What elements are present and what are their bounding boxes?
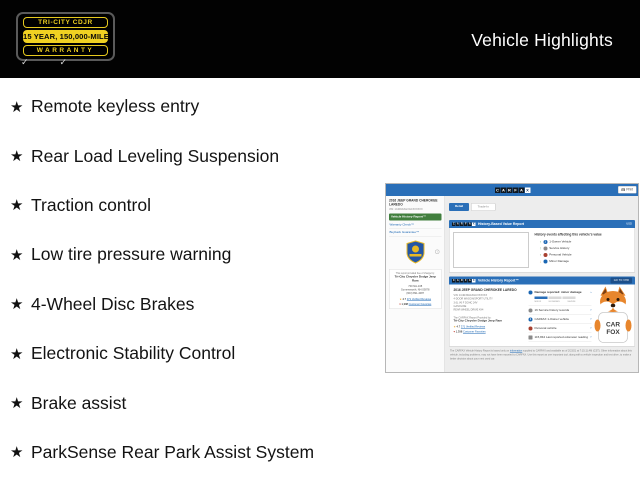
owner-icon: 1 [544, 240, 546, 244]
star-bullet-icon: ★ [10, 395, 24, 413]
vhr-title: Vehicle History Report™ [478, 278, 519, 283]
feature-label: Traction control [31, 194, 151, 215]
feature-list [10, 82, 314, 477]
list-item [10, 131, 314, 180]
hbv-card [449, 228, 635, 273]
chevron-right-icon: › [590, 335, 592, 339]
list-item [10, 82, 314, 131]
favorites-count: 1,398 [401, 302, 408, 306]
warranty-badge [16, 12, 115, 61]
header-checkmarks [21, 57, 67, 68]
chevron-right-icon: › [590, 317, 592, 321]
severity-label: MODERATE [548, 300, 560, 303]
badge-warranty-word: WARRANTY [23, 45, 108, 56]
star-bullet-icon: ★ [10, 444, 24, 462]
dealer-phone: (603) 891-4087 [406, 292, 425, 296]
favorites-link[interactable]: Customer Favorites [408, 302, 432, 306]
vhr-header-bar [449, 277, 635, 285]
dealer-favorites-line [454, 331, 524, 334]
list-item [10, 181, 314, 230]
odometer-row[interactable] [529, 333, 592, 342]
service-wrench-icon [529, 308, 533, 312]
damage-label: Damage reported: minor damage [534, 291, 582, 294]
carfax-topbar [386, 184, 639, 196]
sidebar-vehicle-title: 2016 JEEP GRAND CHEROKEE LAREDO [389, 199, 438, 207]
feature-label: Low tire pressure warning [31, 244, 232, 265]
star-icon: ★ [399, 297, 402, 301]
star-icon: ★ [453, 325, 456, 329]
carfax-main [445, 196, 639, 373]
star-bullet-icon: ★ [10, 345, 24, 363]
event-label: Minor Damage [549, 260, 569, 263]
reviews-link[interactable]: 371 Verified Reviews [460, 325, 486, 329]
checkmark-icon: ✓ [21, 57, 29, 67]
carfax-logo-mini: C A R F A X [452, 222, 475, 226]
event-row-damage [540, 260, 631, 264]
page-title: Vehicle Highlights [471, 30, 613, 50]
star-bullet-icon: ★ [10, 148, 24, 166]
vehicle-detail-line: REAR WHEEL DRIVE 4X4 [453, 308, 484, 312]
history-events-panel [529, 232, 631, 268]
owner-row[interactable] [529, 315, 592, 324]
dealer-favorites-line [392, 303, 439, 306]
damage-icon [529, 291, 533, 295]
vehicle-detail-line: VIN: 1C4RJFAGXGCXXXXXX [453, 294, 488, 298]
owner-label: CARFAX 1-Owner vehicle [534, 317, 570, 321]
carfax-disclaimer [449, 350, 635, 362]
dealer-address1: 700 NH-108 [408, 284, 423, 288]
damage-row[interactable] [529, 289, 592, 307]
svg-text:CAR: CAR [605, 321, 621, 329]
rating-value: 4.7 [402, 297, 407, 301]
print-button[interactable] [618, 186, 637, 194]
up-arrow-icon: ↑ [539, 253, 542, 257]
hbv-title: History-Based Value Report [478, 222, 525, 226]
feature-label: Remote keyless entry [31, 96, 200, 117]
dealer-badge [389, 241, 442, 267]
star-bullet-icon: ★ [10, 296, 24, 314]
info-icon[interactable]: i [436, 250, 438, 254]
personal-vehicle-row[interactable] [529, 324, 592, 333]
carfax-logo-mini: C A R F A X [452, 278, 475, 282]
provided-by-text: This report provided free of charge by: [395, 272, 435, 275]
list-item [10, 230, 314, 279]
carfax-sidebar [386, 196, 445, 373]
sidebar-item-buyback-guarantee[interactable]: Buyback Guarantee™ [389, 229, 442, 237]
favorites-count: 1,398 [455, 330, 463, 334]
rating-value: 4.7 [456, 325, 461, 329]
fox-icon [590, 286, 637, 344]
owner-icon: 1 [529, 317, 532, 321]
dealer-shield-icon [405, 241, 425, 264]
up-arrow-icon: ↑ [539, 240, 542, 244]
list-item [10, 428, 314, 477]
sidebar-vin: VIN: 1C4RJFAGXGCXXXXXX [389, 208, 423, 212]
star-bullet-icon: ★ [10, 197, 24, 215]
dealer-name: Tri-City Chrysler Dodge Jeep Ram [394, 275, 436, 283]
events-title: History events affecting this vehicle's value [534, 233, 602, 237]
svg-text:FOX: FOX [606, 329, 620, 336]
damage-severity-bar [535, 297, 592, 300]
service-label: 16 Service history records [534, 308, 570, 312]
service-row[interactable] [529, 306, 592, 315]
favorites-link[interactable]: Customer Favorites [462, 330, 486, 334]
reviews-link[interactable]: 371 Verified Reviews [406, 297, 432, 301]
disclaimer-text: The CARFAX Vehicle History Report is based only on [450, 349, 510, 353]
odometer-label: 115,842 Last reported odometer reading [534, 335, 588, 339]
personal-vehicle-icon [529, 326, 533, 330]
vhr-vehicle-details [454, 289, 524, 343]
tab-retail[interactable]: Retail [449, 203, 469, 211]
list-item [10, 280, 314, 329]
report-provided-by: The CARFAX Report Provided by: [453, 316, 492, 320]
carfax-logo: C A R F A X [496, 187, 529, 193]
list-item [10, 378, 314, 427]
up-arrow-icon: ↑ [539, 246, 542, 251]
vehicle-detail-line: 4-DOOR WAGON/SPORT UTILITY [453, 297, 493, 301]
star-bullet-icon: ★ [10, 246, 24, 264]
value-tabs [449, 203, 635, 211]
event-row-service [540, 247, 631, 251]
badge-warranty-term: 15 YEAR, 150,000-MILE [23, 32, 109, 41]
feature-label: ParkSense Rear Park Assist System [31, 441, 315, 462]
list-item [10, 329, 314, 378]
event-label: Personal Vehicle [549, 253, 572, 257]
dealer-name: Tri-City Chrysler Dodge Jeep Ram [453, 319, 503, 323]
printer-icon [621, 189, 625, 192]
disclaimer-link[interactable]: information [509, 349, 523, 353]
tab-trade-in[interactable]: Trade-In [471, 203, 495, 211]
vhr-card [449, 285, 635, 347]
event-row-1-owner [540, 240, 631, 244]
heart-icon: ♥ [453, 330, 456, 334]
chevron-right-icon: › [590, 326, 592, 330]
sidebar-item-warranty-check[interactable]: Warranty Check™ [389, 222, 442, 230]
heart-icon: ♥ [399, 302, 401, 306]
chevron-right-icon: › [590, 291, 592, 294]
feature-label: Electronic Stability Control [31, 343, 236, 364]
personal-label: Personal vehicle [534, 326, 557, 330]
carfax-fox-mascot [590, 286, 637, 347]
feature-label: Brake assist [31, 392, 127, 413]
vehicle-detail-line: 3.6L V6 F DOHC 24V [453, 301, 478, 305]
vehicle-photo-placeholder [454, 232, 529, 268]
print-label: Print [626, 188, 633, 192]
sidebar-item-vehicle-history-report[interactable]: Vehicle History Report™ [389, 214, 442, 221]
checkmark-icon: ✓ [59, 57, 68, 67]
go-to-vhr-button[interactable]: GO TO VHR [611, 278, 632, 284]
odometer-icon [529, 335, 533, 339]
damage-icon [543, 260, 547, 264]
event-row-personal [540, 253, 631, 257]
dealer-address2: Somersworth, NH 03878 [401, 288, 430, 292]
disclaimer-text: supplied to CARFAX and available as of 2/23/21 at 7:15:11 AM (CST). Other information about this vehicle, including problems, may not have been reported to CARFAX. Use this report as one important tool, along with a vehicle inspection and test drive, to make a better decision about your next used car. [450, 349, 632, 361]
personal-vehicle-icon [543, 253, 547, 257]
vehicle-detail-line: GASOLINE [453, 304, 467, 308]
event-label: 1-Owner Vehicle [549, 240, 572, 244]
currency-label[interactable]: USD [626, 222, 632, 226]
carfax-report-panel [385, 183, 639, 373]
star-bullet-icon: ★ [10, 98, 24, 116]
hbv-header-bar [449, 220, 635, 228]
feature-label: Rear Load Leveling Suspension [31, 145, 280, 166]
severity-label: SEVERE [567, 300, 576, 303]
event-label: Service History [549, 247, 570, 250]
badge-dealer-name: TRI-CITY CDJR [23, 17, 108, 28]
dealer-rating-line [454, 326, 524, 329]
damage-severity-labels [535, 300, 576, 303]
header-bar [0, 0, 640, 78]
feature-label: 4-Wheel Disc Brakes [31, 293, 195, 314]
chevron-right-icon: › [590, 308, 592, 312]
down-arrow-icon: ↓ [539, 259, 542, 264]
dealer-rating-line [392, 298, 439, 301]
service-wrench-icon [543, 247, 547, 251]
dealer-card [389, 269, 442, 309]
vhr-vehicle-title: 2016 JEEP GRAND CHEROKEE LAREDO [453, 288, 517, 292]
severity-label: MINOR [534, 300, 542, 303]
